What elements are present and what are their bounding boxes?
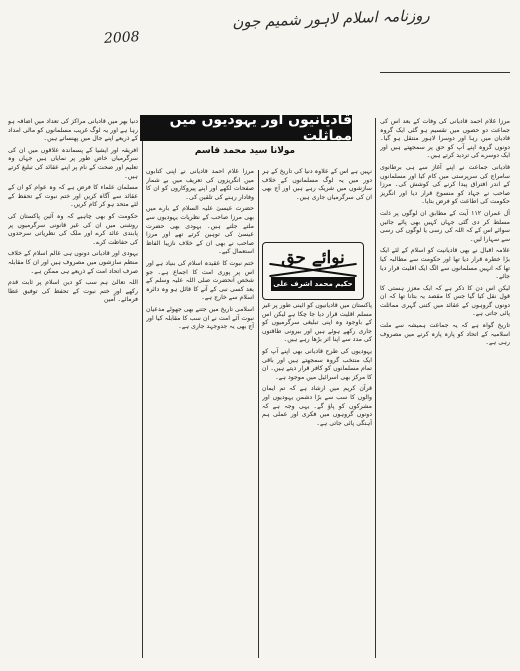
paragraph: حضرت عیسیٰ علیہ السلام کے بارے میں بھی مرزا صاحب کے نظریات یہودیوں سے ملتے جلتے ہیں۔ یہودی بھی حضرت عیسیٰ کی توہین کرتے تھے اور مرزا صاحب نے بھی ان کے خلاف نازیبا الفاظ استعمال کیے۔ bbox=[146, 205, 254, 256]
paragraph: پاکستان میں قادیانیوں کو آئینی طور پر غیر مسلم اقلیت قرار دیا جا چکا ہے لیکن اس کے باوجود وہ اپنی تبلیغی سرگرمیوں کو جاری رکھے ہوئے ہیں اور بیرونی طاقتوں کی مدد سے اپنا اثر بڑھا رہے ہیں۔ bbox=[262, 302, 372, 344]
paragraph: مرزا غلام احمد قادیانی نے اپنی کتابوں میں انگریزوں کی تعریف میں بے شمار صفحات لکھے اور اپنے پیروکاروں کو ان کا وفادار رہنے کی تلقین کی۔ bbox=[146, 168, 254, 201]
column-divider bbox=[375, 118, 376, 658]
paragraph: آل عمران ۱۱۲ آیت کے مطابق ان لوگوں پر ذلت مسلط کر دی گئی جہاں کہیں بھی پائے جائیں سوائے اس کے کہ اللہ کی رسی یا لوگوں کی رسی سے سہارا لیں۔ bbox=[380, 209, 510, 243]
paragraph: دنیا بھر میں قادیانی مراکز کی تعداد میں اضافہ ہو رہا ہے اور یہ لوگ غریب مسلمانوں کو مالی امداد کے ذریعے اپنے جال میں پھنساتے ہیں۔ bbox=[8, 118, 138, 143]
handwritten-date: 2008 bbox=[103, 29, 141, 47]
column-divider bbox=[142, 118, 143, 658]
column-logo-title: نوائے حق bbox=[281, 248, 345, 268]
article-column-left bbox=[8, 118, 138, 658]
paragraph: مرزا غلام احمد قادیانی کی وفات کے بعد اس کی جماعت دو حصوں میں تقسیم ہو گئی ایک گروہ قادیان میں رہا اور دوسرا لاہور منتقل ہو گیا۔ دونوں گروہ اپنے آپ کو حق پر سمجھتے ہیں اور ایک دوسرے کی تردید کرتے ہیں۔ bbox=[380, 118, 510, 160]
paragraph: لیکن اس دن کا ذکر ہے کہ ایک معزز ہستی کا قول نقل کیا گیا جس کا مقصد یہ بتانا تھا کہ ان دونوں گروہوں کے عقائد میں کتنی گہری مماثلت پائی جاتی ہے۔ bbox=[380, 284, 510, 318]
paragraph: اسلامی تاریخ میں جتنے بھی جھوٹے مدعیان نبوت آئے امت نے ان سب کا مقابلہ کیا اور آج بھی یہ جدوجہد جاری ہے۔ bbox=[146, 305, 254, 331]
paragraph: قرآن کریم میں ارشاد ہے کہ تم ایمان والوں کا سب سے بڑا دشمن یہودیوں اور مشرکوں کو پاؤ گے۔ یہی وجہ ہے کہ دونوں گروہوں میں فکری اور عملی ہم آہنگی پائی جاتی ہے۔ bbox=[262, 385, 372, 427]
paragraph: یہودی اور قادیانی دونوں ہی عالم اسلام کے خلاف منظم سازشوں میں مصروف ہیں اور ان کا مقابلہ صرف اتحاد امت کے ذریعے ہی ممکن ہے۔ bbox=[8, 250, 138, 275]
paragraph: ختم نبوت کا عقیدہ اسلام کی بنیاد ہے اور اس پر پوری امت کا اجماع ہے۔ جو شخص آنحضرت صلی اللہ علیہ وسلم کے بعد کسی نبی کے آنے کا قائل ہو وہ دائرہ اسلام سے خارج ہے۔ bbox=[146, 259, 254, 302]
article-column-right bbox=[380, 118, 510, 658]
column-divider bbox=[258, 170, 259, 658]
paragraph: مسلمان علماء کا فرض ہے کہ وہ عوام کو ان کے عقائد سے آگاہ کریں اور ختم نبوت کے تحفظ کے لئے متحد ہو کر کام کریں۔ bbox=[8, 184, 138, 209]
article-column-middle-right-lower bbox=[262, 302, 372, 658]
paragraph: افریقہ اور ایشیا کے پسماندہ علاقوں میں ان کی سرگرمیاں خاص طور پر نمایاں ہیں جہاں وہ تعلیم اور صحت کے نام پر اپنے عقائد کی تبلیغ کرتے ہیں۔ bbox=[8, 146, 138, 180]
paragraph: یہودیوں کی طرح قادیانی بھی اپنے آپ کو ایک منتخب گروہ سمجھتے ہیں اور باقی تمام مسلمانوں کو کافر قرار دیتے ہیں۔ ان کا مرکز بھی اسرائیل میں موجود ہے۔ bbox=[262, 347, 372, 381]
paragraph: علامہ اقبال نے بھی قادیانیت کو اسلام کے لئے ایک بڑا خطرہ قرار دیا تھا اور حکومت سے مطالبہ کیا تھا کہ انہیں مسلمانوں سے الگ ایک اقلیت قرار دیا جائے۔ bbox=[380, 247, 510, 281]
article-column-middle-right bbox=[262, 168, 372, 240]
paragraph: اللہ تعالیٰ ہم سب کو دین اسلام پر ثابت قدم رکھے اور ختم نبوت کے تحفظ کی توفیق عطا فرمائے۔ آمین bbox=[8, 279, 138, 304]
column-logo bbox=[262, 242, 364, 300]
article-column-middle-left bbox=[146, 168, 254, 658]
top-rule bbox=[380, 72, 510, 73]
paragraph: قادیانی جماعت نے اپنے آغاز سے ہی برطانوی سامراج کی سرپرستی میں کام کیا اور مسلمانوں کے اندر افتراق پیدا کرنے کی کوشش کی۔ مرزا صاحب نے جہاد کو منسوخ قرار دیا اور انگریز حکومت کی اطاعت کو فرض بتایا۔ bbox=[380, 163, 510, 206]
paragraph: تاریخ گواہ ہے کہ یہ جماعت ہمیشہ سے ملت اسلامیہ کے اتحاد کو پارہ پارہ کرنے میں مصروف رہی ہے۔ bbox=[380, 322, 510, 347]
article-headline: قادیانیوں اور یہودیوں میں مماثلت bbox=[140, 115, 352, 141]
handwritten-source-note: روزنامہ اسلام لاہور شمیم جون bbox=[232, 6, 431, 32]
column-logo-byline: حکیم محمد اشرف علی bbox=[271, 277, 355, 291]
paragraph: نہیں ہے اس کے علاوہ دنیا کی تاریخ کے ہر دور میں یہ لوگ مسلمانوں کے خلاف سازشوں میں شریک رہے ہیں اور آج بھی ان کی سرگرمیاں جاری ہیں۔ bbox=[262, 168, 372, 201]
paragraph: حکومت کو بھی چاہیے کہ وہ آئین پاکستان کی روشنی میں ان کی غیر قانونی سرگرمیوں پر پابندی عائد کرے اور ملک کی نظریاتی سرحدوں کی حفاظت کرے۔ bbox=[8, 212, 138, 246]
article-author: مولانا سید محمد قاسم bbox=[194, 146, 296, 156]
